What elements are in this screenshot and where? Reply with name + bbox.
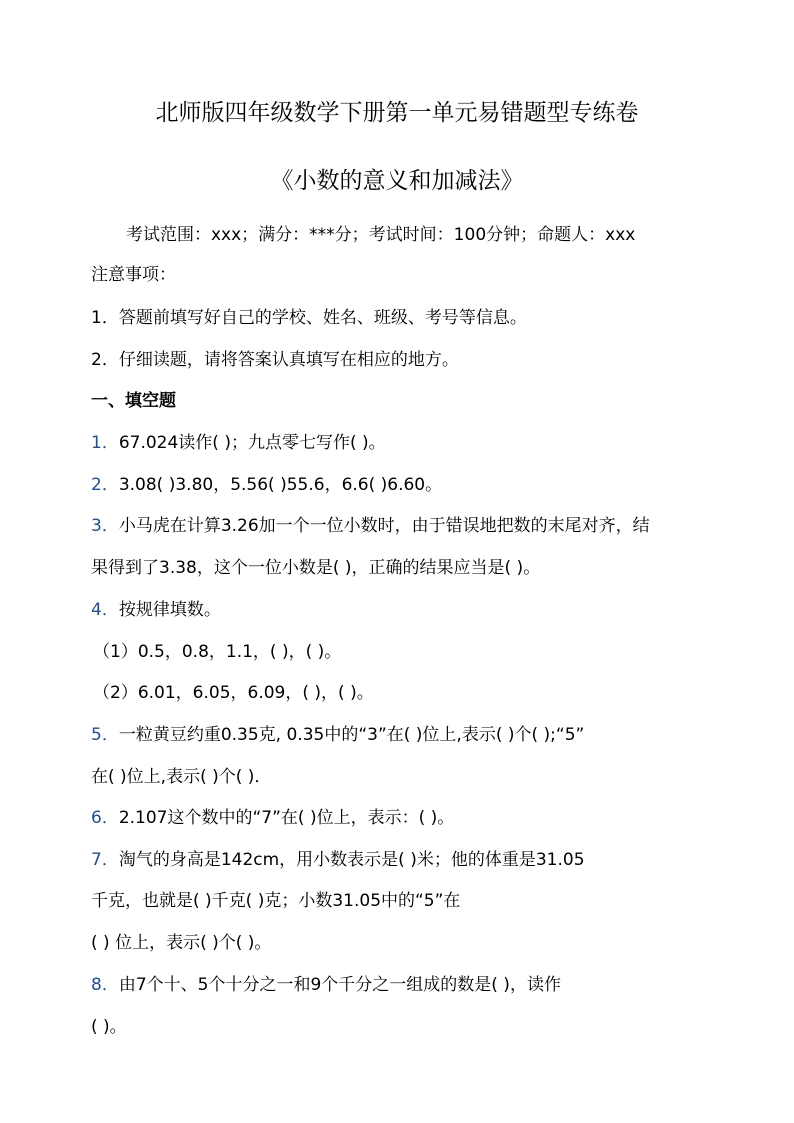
question-4	[91, 599, 221, 621]
question-number: 3．	[91, 516, 119, 536]
question-number: 6．	[91, 808, 119, 828]
question-8	[91, 974, 561, 996]
question-number: 2．	[91, 475, 119, 495]
question-8-continued: ( )。	[91, 1017, 127, 1037]
exam-title: 北师版四年级数学下册第一单元易错题型专练卷	[155, 100, 639, 126]
question-text: 一粒黄豆约重0.35克, 0.35中的“3”在( )位上,表示( )个( );“5”	[118, 725, 585, 745]
notice-item-2: 2．仔细读题，请将答案认真填写在相应的地方。	[91, 350, 459, 370]
question-text: 小马虎在计算3.26加一个一位小数时，由于错误地把数的末尾对齐，结	[118, 516, 650, 536]
question-4-part-1: （1）0.5，0.8，1.1，( )，( )。	[93, 642, 342, 662]
question-5-continued: 在( )位上,表示( )个( )．	[91, 767, 272, 787]
question-text: 由7个十、5个十分之一和9个千分之一组成的数是( )，读作	[118, 975, 561, 995]
question-3	[91, 515, 650, 537]
notice-item-1: 1．答题前填写好自己的学校、姓名、班级、考号等信息。	[91, 308, 527, 328]
question-text: 淘气的身高是142cm，用小数表示是( )米；他的体重是31.05	[118, 850, 585, 870]
question-text: 67.024读作( )；九点零七写作( )。	[118, 433, 386, 453]
exam-subtitle: 《小数的意义和加减法》	[270, 168, 524, 194]
question-6	[91, 807, 454, 829]
question-5	[91, 724, 584, 746]
question-number: 4．	[91, 600, 119, 620]
question-2	[91, 474, 442, 496]
question-4-part-2: （2）6.01，6.05，6.09，( )，( )。	[93, 683, 374, 703]
question-3-continued: 果得到了3.38，这个一位小数是( )，正确的结果应当是( )。	[91, 558, 541, 578]
question-7	[91, 849, 585, 871]
section-heading: 一、填空题	[91, 391, 176, 411]
question-7-continued-1: 千克，也就是( )千克( )克；小数31.05中的“5”在	[91, 891, 461, 911]
question-text: 3.08( )3.80，5.56( )55.6，6.6( )6.60。	[118, 475, 443, 495]
exam-info: 考试范围：xxx；满分：***分；考试时间：100分钟；命题人：xxx	[126, 225, 636, 245]
question-1	[91, 432, 386, 454]
question-7-continued-2: ( ) 位上，表示( )个( )。	[91, 933, 272, 953]
notice-heading: 注意事项：	[91, 265, 176, 285]
question-number: 7．	[91, 850, 119, 870]
question-number: 1．	[91, 433, 119, 453]
question-text: 按规律填数。	[118, 600, 221, 620]
question-text: 2.107这个数中的“7”在( )位上，表示：( )。	[118, 808, 455, 828]
question-number: 8．	[91, 975, 119, 995]
question-number: 5．	[91, 725, 119, 745]
